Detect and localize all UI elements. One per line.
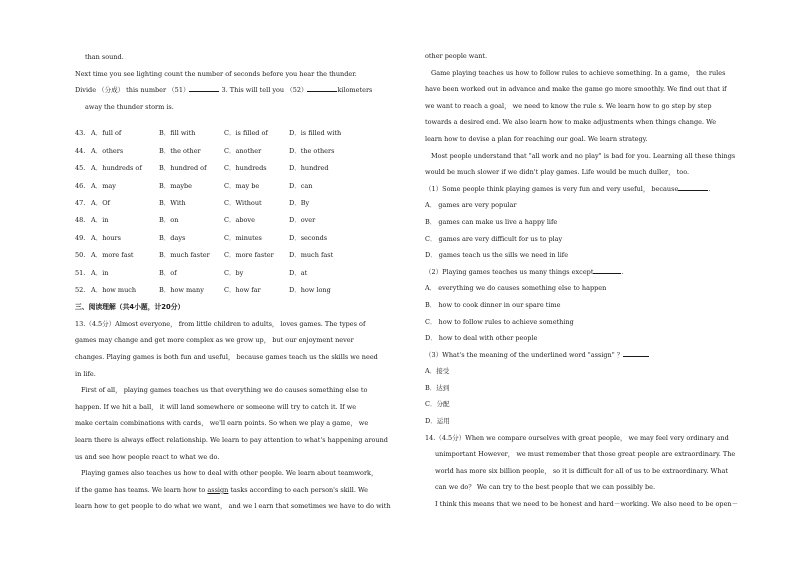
answer-blank[interactable] [593, 266, 621, 274]
passage-line: other people want. [425, 52, 488, 60]
option-c[interactable]: C．above [224, 216, 255, 225]
question-text: （3）What's the meaning of the underlined word "assign" ？ [425, 350, 624, 359]
underlined-word: assign [207, 485, 229, 494]
left-column [75, 0, 399, 515]
option-c[interactable]: C．hundreds [224, 164, 267, 173]
option-d[interactable]: D．hundred [289, 164, 329, 173]
option-b[interactable]: B．much faster [159, 251, 210, 260]
option-b[interactable]: B．the other [159, 146, 201, 155]
passage-line: 14.（4.5分）When we compare ourselves with great people， we may feel very ordinary and [425, 433, 729, 442]
option-c[interactable]: C．may be [224, 181, 260, 190]
passage-line: have been worked out in advance and make the game go more smoothly. We find out that if [425, 85, 727, 94]
choice-option[interactable]: C． how to follow rules to achieve something [425, 317, 574, 326]
option-c[interactable]: C．Without [224, 198, 262, 207]
passage-line: Game playing teaches us how to follow rules to achieve something. In a game， the rules [431, 68, 726, 77]
option-row [75, 230, 399, 247]
option-d[interactable]: D．over [289, 216, 316, 225]
passage-line: Playing games also teaches us how to deal with other people. We learn about teamwork， [81, 469, 378, 478]
question-number: 52. [75, 285, 86, 294]
option-a[interactable]: A．full of [91, 129, 122, 138]
right-column [425, 0, 747, 513]
passage-line: in life. [75, 369, 96, 378]
option-c[interactable]: C．minutes [224, 233, 262, 242]
option-d[interactable]: D．can [289, 181, 313, 190]
question-number: 48. [75, 216, 86, 225]
option-b[interactable]: B．fill with [159, 129, 196, 138]
divide-text: kilometers [337, 86, 373, 95]
option-a[interactable]: A．Of [91, 198, 110, 207]
intro-line: than sound. [85, 53, 124, 61]
option-d[interactable]: D．seconds [289, 233, 328, 242]
question-number: 50. [75, 251, 86, 260]
passage-line: learn there is always effect relationship. We learn to pay attention to what's happening around [75, 436, 388, 445]
answer-blank[interactable] [623, 349, 649, 357]
divide-line [75, 82, 399, 99]
passage-line: games may change and get more complex as we grow up， but our enjoyment never [75, 336, 354, 345]
passage-line: world has more six billion people， so it is difficult for all of us to be extraordinary. What [435, 466, 728, 475]
option-a[interactable]: A．hundreds of [91, 164, 142, 173]
option-a[interactable]: A．may [91, 181, 116, 190]
option-row [75, 195, 399, 212]
choice-option[interactable]: B． how to cook dinner in our spare time [425, 300, 561, 309]
option-row [75, 265, 399, 282]
passage-line: unimportant However， we must remember that those great people are extraordinary. The [435, 450, 736, 459]
passage-text: tasks according to each person's skill. We [230, 485, 369, 494]
option-c[interactable]: C．is filled of [224, 129, 268, 138]
choice-option[interactable]: A．接受 [425, 367, 450, 376]
option-c[interactable]: C．more faster [224, 251, 274, 260]
blank-51[interactable] [189, 84, 219, 92]
option-row [75, 143, 399, 160]
choice-option[interactable]: C．分配 [425, 400, 450, 409]
choice-option[interactable]: D． games teach us the sills we need in life [425, 251, 569, 260]
choice-option[interactable]: B．达到 [425, 383, 450, 392]
passage-line [75, 482, 399, 499]
passage-14 [425, 430, 747, 513]
option-row [75, 160, 399, 177]
option-a[interactable]: A．hours [91, 233, 121, 242]
option-d[interactable]: D．is filled with [289, 129, 342, 138]
option-b[interactable]: B．hundred of [159, 164, 207, 173]
passage-line: can we do？ We can try to the best people that we can possibly be. [435, 483, 656, 492]
choice-option[interactable]: D．运用 [425, 417, 450, 426]
intro-line: away the thunder storm is. [85, 102, 174, 111]
question-3 [425, 347, 747, 364]
question-number: 49. [75, 233, 86, 242]
option-a[interactable]: A．in [91, 216, 109, 225]
option-c[interactable]: C．by [224, 268, 244, 277]
question-number: 51. [75, 268, 86, 277]
passage-line: Most people understand that "all work and no play" is bad for you. Learning all these things [431, 151, 736, 160]
option-d[interactable]: D．By [289, 198, 310, 207]
option-a[interactable]: A．others [91, 146, 124, 155]
blank-52[interactable] [307, 84, 337, 92]
option-row [75, 178, 399, 195]
question-number: 45. [75, 164, 86, 173]
passage-line: make certain combinations with cards， we'll earn points. So when we play a game， we [75, 419, 369, 428]
answer-blank[interactable] [678, 183, 708, 191]
option-b[interactable]: B．on [159, 216, 179, 225]
section-title: 三、阅读理解（共4小题，计20分） [75, 303, 185, 312]
passage-line: changes. Playing games is both fun and useful， because games teach us the skills we need [75, 353, 378, 362]
option-row [75, 212, 399, 229]
choice-option[interactable]: A． everything we do causes something else to happen [425, 284, 607, 293]
option-row [75, 125, 399, 142]
option-c[interactable]: C．another [224, 146, 262, 155]
option-a[interactable]: A．how much [91, 285, 137, 294]
option-b[interactable]: B．With [159, 198, 186, 207]
choice-option[interactable]: D． how to deal with other people [425, 334, 538, 343]
option-row [75, 282, 399, 299]
passage-line: 13.（4.5分）Almost everyone， from little children to adults， loves games. The types of [75, 319, 366, 328]
passage-line: First of all， playing games teaches us that everything we do causes something else to [81, 386, 368, 395]
option-a[interactable]: A．more fast [91, 251, 134, 260]
choice-option[interactable]: C． games are very difficult for us to play [425, 234, 563, 243]
choice-option[interactable]: A． games are very popular [425, 201, 517, 210]
option-a[interactable]: A．in [91, 268, 109, 277]
passage-line: we want to reach a goal， we need to know the rule s. We learn how to go step by step [425, 101, 712, 110]
option-b[interactable]: B．maybe [159, 181, 192, 190]
option-row [75, 247, 399, 264]
option-b[interactable]: B．days [159, 233, 186, 242]
question-number: 47. [75, 198, 86, 207]
choice-option[interactable]: B． games can make us live a happy life [425, 217, 558, 226]
question-number: 43. [75, 129, 86, 138]
passage-text: if the game has teams. We learn how to [75, 485, 206, 494]
question-text: （1）Some people think playing games is very fun and very useful， because [425, 184, 679, 193]
option-b[interactable]: B．of [159, 268, 177, 277]
option-b[interactable]: B．how many [159, 285, 204, 294]
option-d[interactable]: D．much fast [289, 251, 334, 260]
question-1: （1）Some people think playing games is very fun and very useful， because . [425, 184, 711, 193]
passage-line: towards a desired end. We also learn how to make adjustments when things change. We [425, 118, 717, 127]
question-number: 46. [75, 181, 86, 190]
question-2: （2）Playing games teaches us many things except . [425, 267, 624, 276]
intro-line: Next time you see lighting count the number of seconds before you hear the thunder. [75, 69, 357, 78]
option-d[interactable]: D．how long [289, 285, 331, 294]
option-d[interactable]: D．the others [289, 146, 335, 155]
option-c[interactable]: C．how far [224, 285, 261, 294]
passage-line: learn how to devise a plan for reaching our goal. We learn strategy. [425, 134, 648, 143]
passage-line: happen. If we hit a ball， it will land somewhere or someone will try to catch it. If we [75, 402, 357, 411]
question-text: （2）Playing games teaches us many things except [425, 267, 594, 276]
passage-line: us and see how people react to what we do. [75, 452, 220, 461]
passage-13 [75, 316, 399, 515]
passage-line: would be much slower if we didn't play games. Life would be much duller， too. [425, 168, 690, 177]
divide-text: Divide （分成） this number （51） [75, 86, 190, 95]
divide-text: 3. This will tell you （52） [221, 86, 308, 95]
option-d[interactable]: D．at [289, 268, 308, 277]
question-number: 44. [75, 146, 86, 155]
passage-line: I think this means that we need to be honest and hard－working. We also need to be open－ [435, 500, 739, 509]
passage-line: learn how to get people to do what we want， and we l earn that sometimes we have to do with [75, 502, 391, 511]
options-list [75, 125, 399, 299]
